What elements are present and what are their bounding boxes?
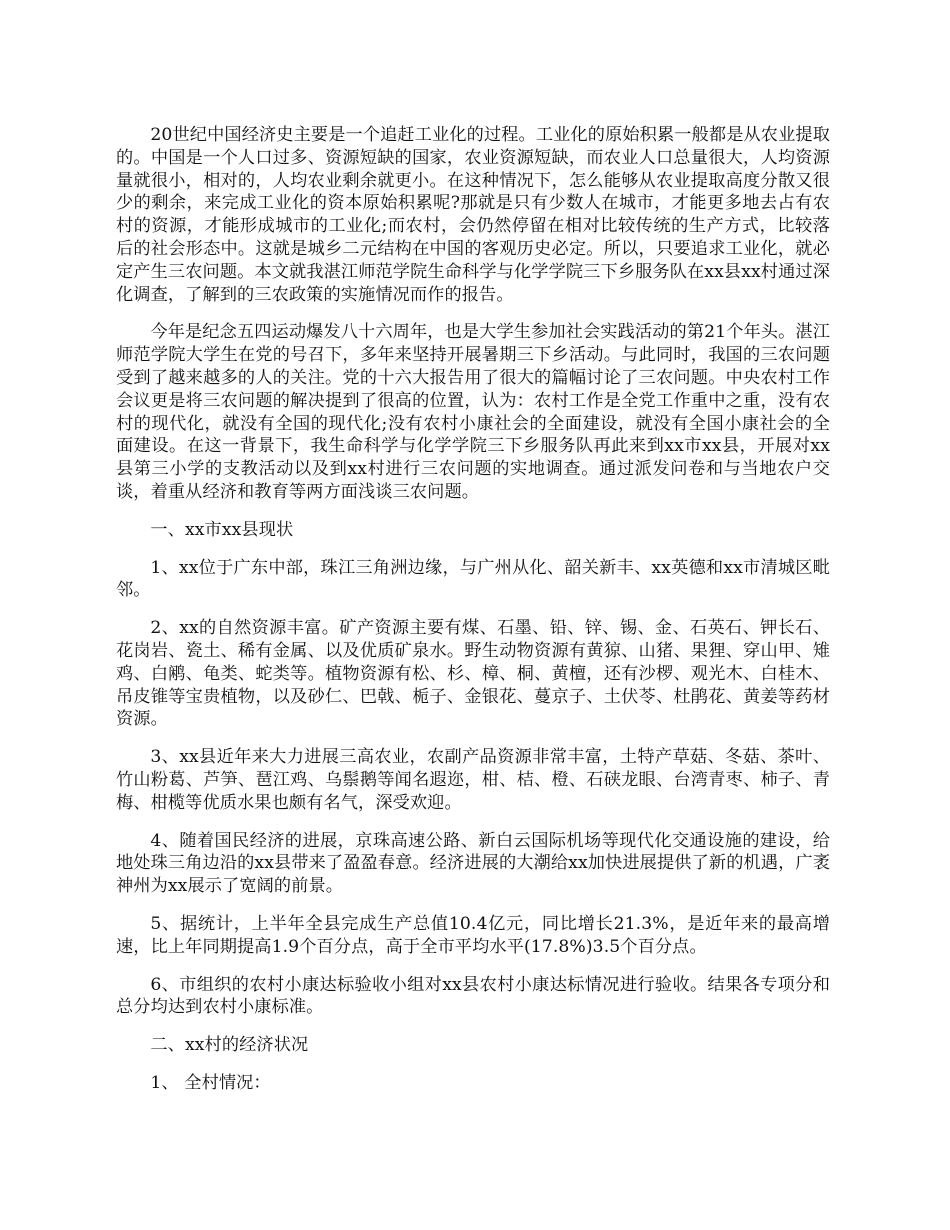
section-heading-village-economy: 二、xx村的经济状况 — [150, 1035, 309, 1056]
statistics-paragraph: 5、据统计，上半年全县完成生产总值10.4亿元，同比增长21.3%，是近年来的最高增速，比上年同期提高1.9个百分点，高于全市平均水平(17.8%)3.5个百分点。 — [116, 913, 830, 957]
intro-paragraph: 20世纪中国经济史主要是一个追赶工业化的过程。工业化的原始积累一般都是从农业提取的。中国是一个人口过多、资源短缺的国家，农业资源短缺，而农业人口总量很大，人均资源量就很小，相对的，人均农业剩余就更小。在这种情况下，怎么能够从农业提取高度分散又很少的剩余，来完成工业化的资本原始积累呢?那就是只有少数人在城市，才能更多地去占有农村的资源，才能形成城市的工业化;而农村，会仍然停留在相对比较传统的生产方式，比较落后的社会形态中。这就是城乡二元结构在中国的客观历史必定。所以，只要追求工业化，就必定产生三农问题。本文就我湛江师范学院生命科学与化学学院三下乡服务队在xx县xx村通过深化调查，了解到的三农政策的实施情况而作的报告。 — [116, 125, 830, 305]
transport-paragraph: 4、随着国民经济的进展，京珠高速公路、新白云国际机场等现代化交通设施的建设，给地处珠三角边沿的xx县带来了盈盈春意。经济进展的大潮给xx加快进展提供了新的机遇，广袤神州为xx展示了宽阔的前景。 — [116, 830, 830, 897]
section-heading-county-status: 一、xx市xx县现状 — [150, 519, 294, 540]
county-location-paragraph: 1、xx位于广东中部，珠江三角洲边缘，与广州从化、韶关新丰、xx英德和xx市清城区毗邻。 — [116, 557, 830, 601]
agriculture-paragraph: 3、xx县近年来大力进展三高农业，农副产品资源非常丰富，土特产草菇、冬菇、茶叶、竹山粉葛、芦笋、琶江鸡、乌鬃鹅等闻名遐迩，柑、桔、橙、石硖龙眼、台湾青枣、柿子、青梅、柑榄等优质水果也颇有名气，深受欢迎。 — [116, 747, 830, 813]
natural-resources-paragraph: 2、xx的自然资源丰富。矿产资源主要有煤、石墨、铅、锌、锡、金、石英石、钾长石、花岗岩、瓷土、稀有金属、以及优质矿泉水。野生动物资源有黄猄、山猪、果狸、穿山甲、雉鸡、白鹇、龟类、蛇类等。植物资源有松、杉、樟、桐、黄檀，还有沙椤、观光木、白桂木、吊皮锥等宝贵植物，以及砂仁、巴戟、栀子、金银花、蔓京子、土伏苓、杜鹃花、黄姜等药材资源。 — [116, 618, 830, 730]
village-overview-heading: 1、 全村情况： — [150, 1072, 271, 1093]
inspection-paragraph: 6、市组织的农村小康达标验收小组对xx县农村小康达标情况进行验收。结果各专项分和总分均达到农村小康标准。 — [116, 974, 830, 1018]
background-paragraph: 今年是纪念五四运动爆发八十六周年，也是大学生参加社会实践活动的第21个年头。湛江师范学院大学生在党的号召下，多年来坚持开展暑期三下乡活动。与此同时，我国的三农问题受到了越来越多的人的关注。党的十六大报告用了很大的篇幅讨论了三农问题。中央农村工作会议更是将三农问题的解决提到了很高的位置，认为：农村工作是全党工作重中之重，没有农村的现代化，就没有全国的现代化;没有农村小康社会的全面建设，就没有全国小康社会的全面建设。在这一背景下，我生命科学与化学学院三下乡服务队再此来到xx市xx县，开展对xx县第三小学的支教活动以及到xx村进行三农问题的实地调查。通过派发问卷和与当地农户交谈，着重从经济和教育等两方面浅谈三农问题。 — [116, 322, 830, 502]
